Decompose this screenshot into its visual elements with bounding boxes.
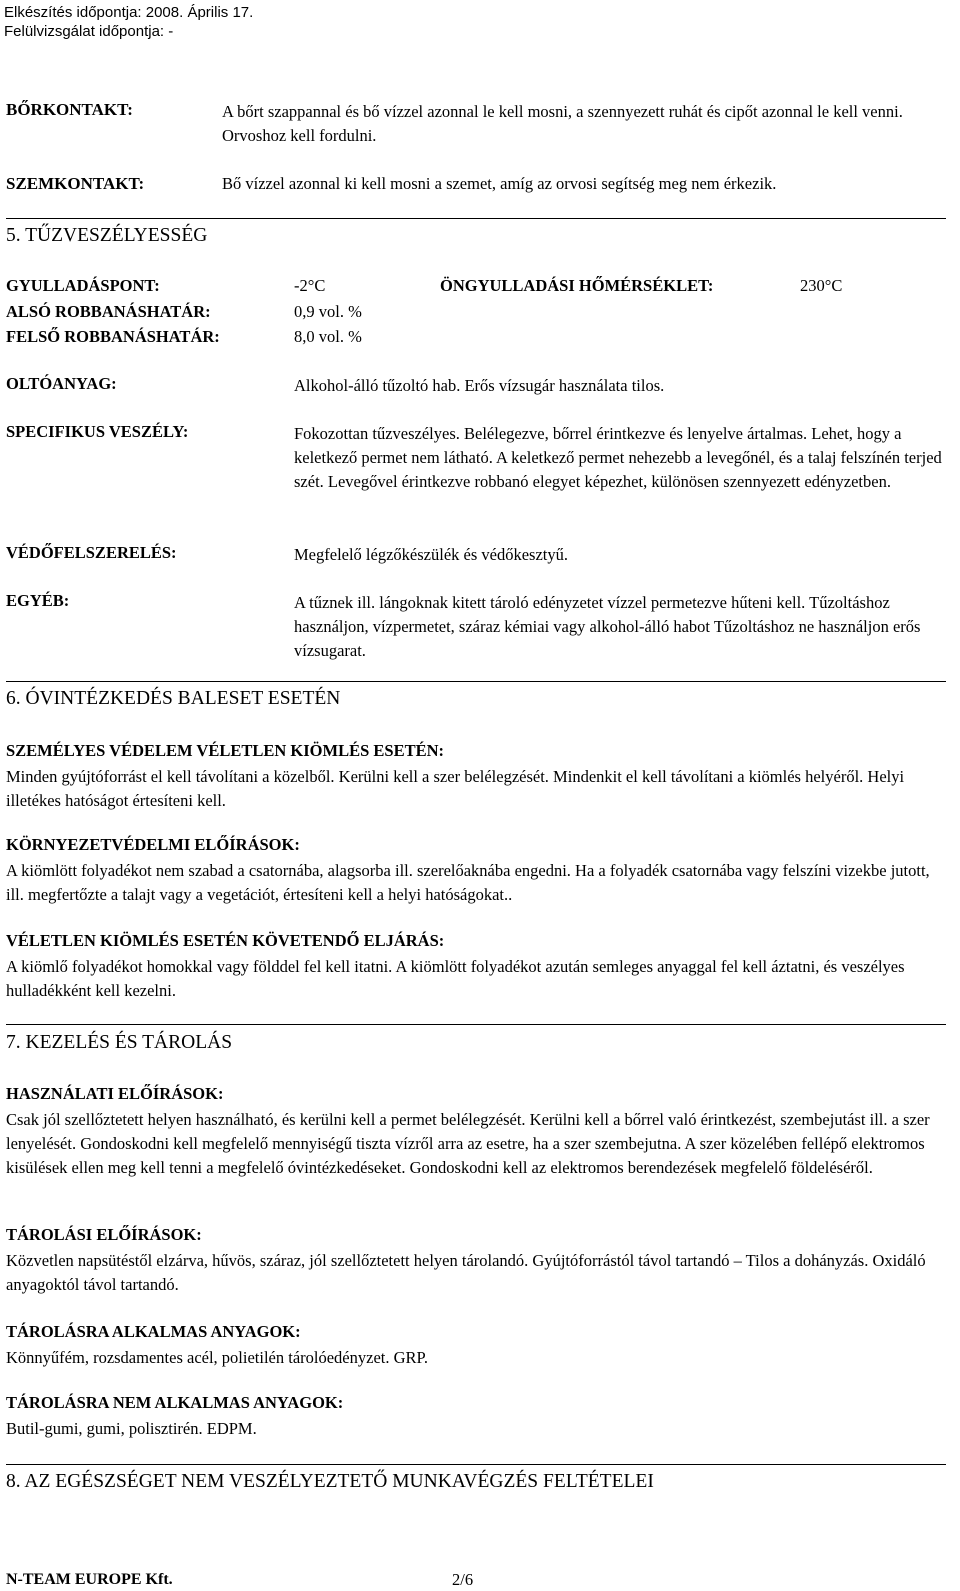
protective-equipment-label: VÉDŐFELSZERELÉS:: [6, 543, 177, 562]
lower-explosion-limit-value: 0,9 vol. %: [294, 302, 362, 321]
flash-point-label: GYULLADÁSPONT:: [6, 276, 160, 295]
flash-point-value: -2°C: [294, 276, 326, 295]
unsuitable-materials-text: Butil-gumi, gumi, polisztirén. EDPM.: [6, 1419, 257, 1438]
section5-title: 5. TŰZVESZÉLYESSÉG: [6, 225, 208, 246]
section8-title: 8. AZ EGÉSZSÉGET NEM VESZÉLYEZTETŐ MUNKAVÉGZÉS FELTÉTELEI: [6, 1471, 654, 1492]
personal-protection-heading: SZEMÉLYES VÉDELEM VÉLETLEN KIÖMLÉS ESETÉN:: [6, 741, 445, 760]
usage-text: Csak jól szellőztetett helyen használható, és kerülni kell a permet belélegzését. Kerülni kell a bőrrel való érintkezést, szembejutást ill. a szer lenyelését. Gondoskodni kell megfelelő mennyiségű tiszta vízről arra az esetre, ha a szer szembejutna. A szer közelében fellépő elektromos kisülések ellen meg kell tenni a megfelelő óvintézkedéseket. Gondoskodni kell az elektromos berendezések megfelelő földeléséről.: [6, 1110, 930, 1177]
specific-hazard-label: SPECIFIKUS VESZÉLY:: [6, 422, 189, 441]
footer-page-number: 2/6: [452, 1570, 474, 1589]
storage-text: Közvetlen napsütéstől elzárva, hűvös, száraz, jól szellőztetett helyen tárolandó. Gyújtóforrástól távol tartandó – Tilos a dohányzás. Oxidáló anyagoktól távol tartandó.: [6, 1251, 926, 1294]
spill-procedure-heading: VÉLETLEN KIÖMLÉS ESETÉN KÖVETENDŐ ELJÁRÁS:: [6, 931, 445, 950]
created-date: Elkészítés időpontja: 2008. Április 17.: [4, 4, 254, 21]
unsuitable-materials-heading: TÁROLÁSRA NEM ALKALMAS ANYAGOK:: [6, 1393, 344, 1412]
autoignition-value: 230°C: [800, 276, 843, 295]
specific-hazard-text: Fokozottan tűzveszélyes. Belélegezve, bőrrel érintkezve és lenyelve ártalmas. Lehet, hogy a keletkező permet nem látható. A keletkező permet nehezebb a levegőnél, és a talaj felszínén terjed szét. Levegővel érintkezve robbanó elegyet képezhet, különösen szennyezett edényzetben.: [294, 424, 942, 491]
environmental-text: A kiömlött folyadékot nem szabad a csatornába, alagsorba ill. szerelőaknába engedni. Ha a folyadék csatornába vagy felszíni vizekbe jutott, ill. megfertőzte a talajt vagy a vegetációt, értesíteni kell a helyi hatóságokat..: [6, 861, 930, 904]
eye-contact-text: Bő vízzel azonnal ki kell mosni a szemet, amíg az orvosi segítség meg nem érkezik.: [222, 174, 777, 193]
extinguishing-text: Alkohol-álló tűzoltó hab. Erős vízsugár használata tilos.: [294, 376, 665, 395]
eye-contact-label: SZEMKONTAKT:: [6, 174, 145, 193]
section7-title: 7. KEZELÉS ÉS TÁROLÁS: [6, 1032, 233, 1053]
suitable-materials-heading: TÁROLÁSRA ALKALMAS ANYAGOK:: [6, 1322, 301, 1341]
personal-protection-text: Minden gyújtóforrást el kell távolítani a közelből. Kerülni kell a szer belélegzését. Mindenkit el kell távolítani a kiömlés helyéről. Helyi illetékes hatóságot értesíteni kell.: [6, 767, 905, 810]
environmental-heading: KÖRNYEZETVÉDELMI ELŐÍRÁSOK:: [6, 835, 300, 854]
suitable-materials-text: Könnyűfém, rozsdamentes acél, polietilén tárolóedényzet. GRP.: [6, 1348, 428, 1367]
extinguishing-label: OLTÓANYAG:: [6, 374, 117, 393]
section5-rule: [6, 218, 946, 219]
lower-explosion-limit-label: ALSÓ ROBBANÁSHATÁR:: [6, 302, 211, 321]
revised-date: Felülvizsgálat időpontja: -: [4, 23, 174, 40]
upper-explosion-limit-value: 8,0 vol. %: [294, 327, 362, 346]
section7-rule: [6, 1024, 946, 1025]
section8-rule: [6, 1464, 946, 1465]
storage-heading: TÁROLÁSI ELŐÍRÁSOK:: [6, 1225, 202, 1244]
usage-heading: HASZNÁLATI ELŐÍRÁSOK:: [6, 1084, 224, 1103]
spill-procedure-text: A kiömlő folyadékot homokkal vagy földdel fel kell itatni. A kiömlött folyadékot azután semleges anyaggal fel kell áztatni, és veszélyes hulladékként kell kezelni.: [6, 957, 905, 1000]
autoignition-label: ÖNGYULLADÁSI HŐMÉRSÉKLET:: [440, 276, 714, 295]
upper-explosion-limit-label: FELSŐ ROBBANÁSHATÁR:: [6, 327, 220, 346]
other-label: EGYÉB:: [6, 591, 70, 610]
other-text: A tűznek ill. lángoknak kitett tároló edényzetet vízzel permetezve hűteni kell. Tűzoltáshoz használjon, vízpermetet, száraz kémiai vagy alkohol-álló habot Tűzoltáshoz ne használjon erős vízsugarat.: [294, 593, 921, 660]
skin-contact-text: A bőrt szappannal és bő vízzel azonnal le kell mosni, a szennyezett ruhát és cipőt azonnal le kell venni. Orvoshoz kell fordulni.: [222, 102, 903, 145]
section6-title: 6. ÓVINTÉZKEDÉS BALESET ESETÉN: [6, 688, 341, 709]
footer-company: N-TEAM EUROPE Kft.: [6, 1571, 173, 1588]
protective-equipment-text: Megfelelő légzőkészülék és védőkesztyű.: [294, 545, 568, 564]
skin-contact-label: BŐRKONTAKT:: [6, 100, 133, 119]
section6-rule: [6, 681, 946, 682]
